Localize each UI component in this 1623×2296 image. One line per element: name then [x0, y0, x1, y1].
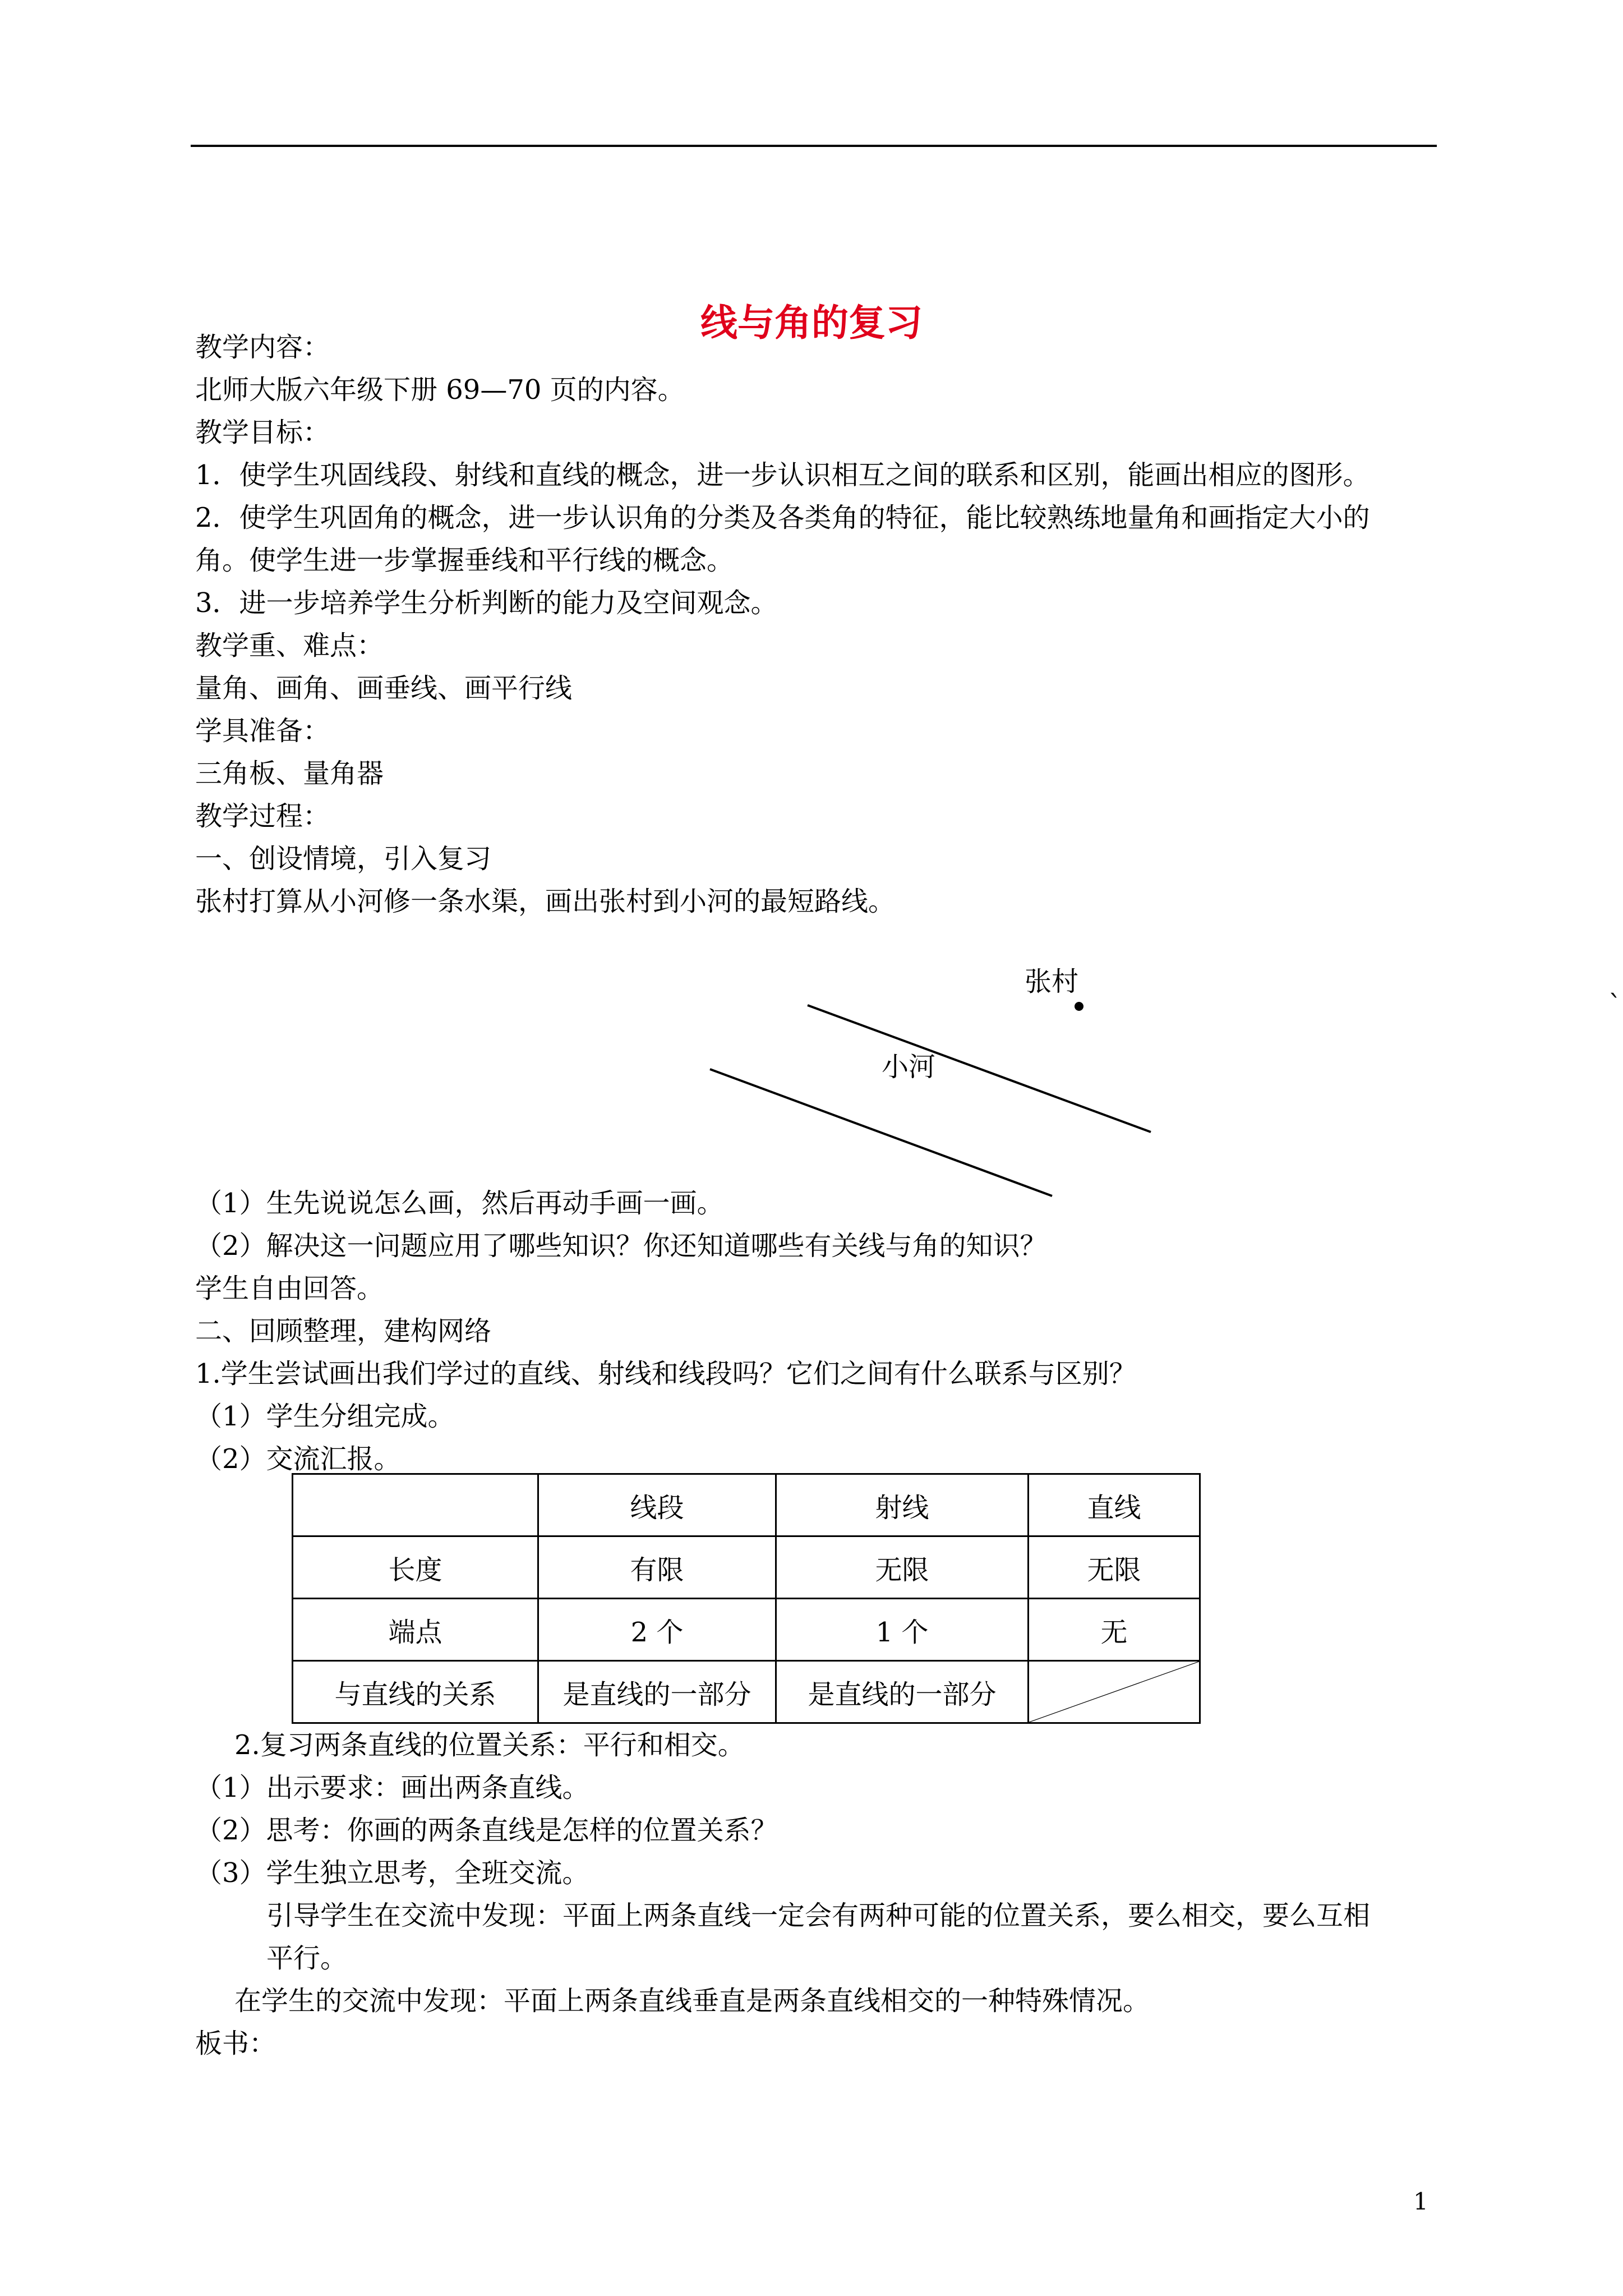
river-label: 小河 [882, 1051, 936, 1083]
text-line: 量角、画角、画垂线、画平行线 [195, 673, 573, 704]
table-cell: 无限 [1029, 1536, 1200, 1599]
text-line: （1）学生分组完成。 [195, 1401, 455, 1432]
text-line: 教学目标： [195, 417, 330, 448]
village-label: 张村 [1025, 966, 1079, 997]
header-rule [191, 145, 1437, 147]
table-cell: 线段 [538, 1474, 776, 1536]
table-cell [293, 1474, 538, 1536]
river-bank-lower [710, 1069, 1052, 1196]
text-line: 三角板、量角器 [195, 758, 384, 789]
river-village-diagram [673, 954, 1623, 1223]
text-line: （2）思考：你画的两条直线是怎样的位置关系？ [195, 1815, 778, 1846]
page-title: 线与角的复习 [700, 301, 923, 344]
table-row [293, 1536, 1200, 1599]
text-line: 2．使学生巩固角的概念，进一步认识角的分类及各类角的特征，能比较熟练地量角和画指定大小的 [195, 502, 1370, 533]
text-line: 张村打算从小河修一条水渠，画出张村到小河的最短路线。 [195, 886, 896, 917]
comparison-table [292, 1473, 1199, 1719]
text-line: 教学过程： [195, 800, 330, 832]
table-cell: 长度 [293, 1536, 538, 1599]
diagonal-cell [1029, 1661, 1200, 1723]
table-cell: 有限 [538, 1536, 776, 1599]
text-line: 学生自由回答。 [195, 1273, 384, 1304]
table-cell: 1 个 [776, 1599, 1029, 1661]
text-line: （3）学生独立思考，全班交流。 [195, 1857, 589, 1889]
text-line: 3．进一步培养学生分析判断的能力及空间观念。 [195, 587, 778, 619]
table-cell: 2 个 [538, 1599, 776, 1661]
table-row [293, 1599, 1200, 1661]
text-line: 北师大版六年级下册 69—70 页的内容。 [195, 374, 685, 406]
text-line: 板书： [195, 2028, 276, 2059]
table-cell: 与直线的关系 [293, 1661, 538, 1723]
text-line: 教学重、难点： [195, 630, 384, 661]
table-cell: 是直线的一部分 [538, 1661, 776, 1723]
table-cell: 端点 [293, 1599, 538, 1661]
text-line: 一、创设情境，引入复习 [195, 843, 492, 875]
table-cell: 射线 [776, 1474, 1029, 1536]
text-line: 平行。 [266, 1943, 348, 1974]
table-header-row [293, 1474, 1200, 1536]
text-line: 二、回顾整理，建构网络 [195, 1315, 492, 1347]
text-line: 2.复习两条直线的位置关系：平行和相交。 [234, 1729, 745, 1761]
text-line: （1）出示要求：画出两条直线。 [195, 1772, 589, 1803]
text-line: 教学内容： [195, 332, 330, 363]
table-cell: 直线 [1029, 1474, 1200, 1536]
text-line: （2）解决这一问题应用了哪些知识？你还知道哪些有关线与角的知识？ [195, 1230, 1047, 1262]
page-number: 1 [1413, 2188, 1428, 2215]
table-cell: 无限 [776, 1536, 1029, 1599]
text-line: 在学生的交流中发现：平面上两条直线垂直是两条直线相交的一种特殊情况。 [234, 1985, 1150, 2017]
table-cell: 无 [1029, 1599, 1200, 1661]
text-line: 1.学生尝试画出我们学过的直线、射线和线段吗？它们之间有什么联系与区别？ [195, 1358, 1136, 1389]
text-line: 角。使学生进一步掌握垂线和平行线的概念。 [195, 545, 734, 576]
diagonal-slash [1029, 1662, 1199, 1722]
river-bank-upper [808, 1005, 1151, 1132]
table-row [293, 1661, 1200, 1723]
stray-mark: ` [1608, 990, 1622, 1021]
text-line: 引导学生在交流中发现：平面上两条直线一定会有两种可能的位置关系，要么相交，要么互相 [266, 1900, 1371, 1931]
text-line: 学具准备： [195, 715, 330, 747]
text-line: （2）交流汇报。 [195, 1443, 401, 1475]
village-point [1075, 1002, 1083, 1011]
table-cell: 是直线的一部分 [776, 1661, 1029, 1723]
text-line: 1．使学生巩固线段、射线和直线的概念，进一步认识相互之间的联系和区别，能画出相应的图形。 [195, 459, 1370, 491]
text-line: （1）生先说说怎么画，然后再动手画一画。 [195, 1188, 724, 1219]
